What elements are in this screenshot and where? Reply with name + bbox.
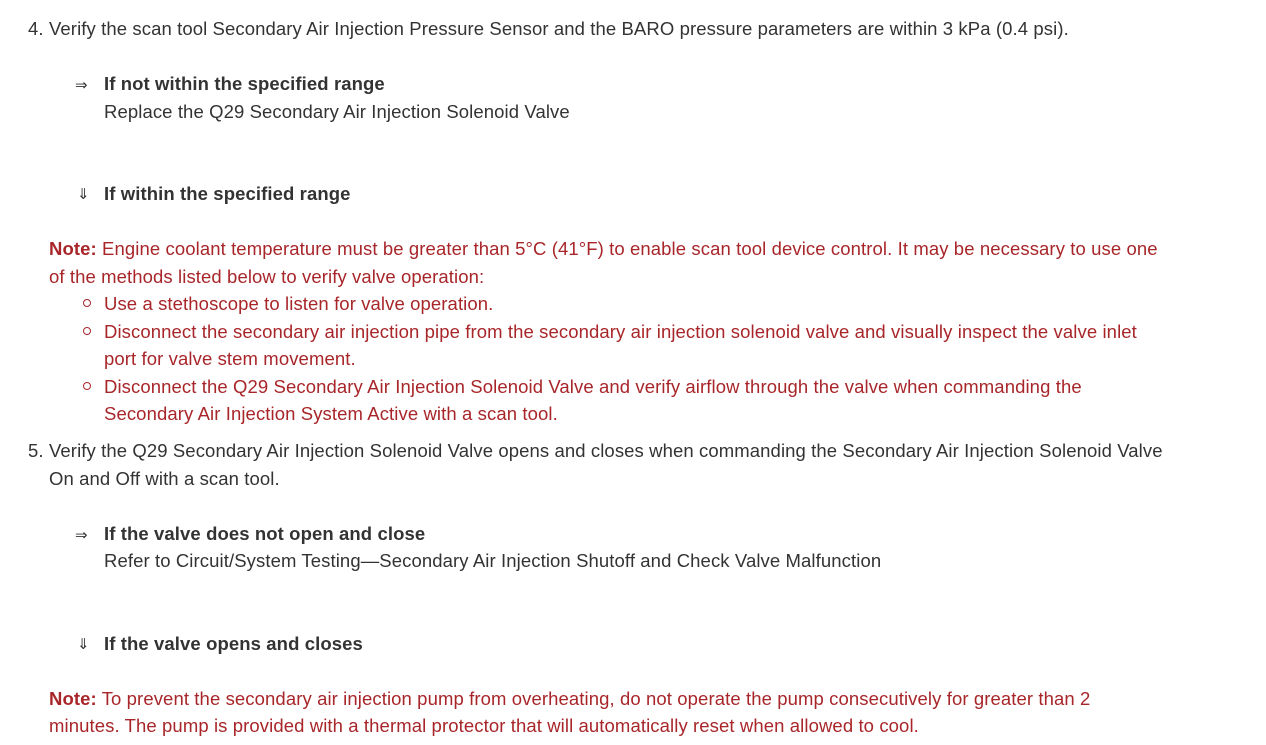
note-bullet-1: Use a stethoscope to listen for valve operation. [104,293,494,314]
step-5-note-line-1 [49,688,1090,710]
bullet-circle-icon [83,382,91,390]
step-5-text-line-1: Verify the Q29 Secondary Air Injection Solenoid Valve opens and closes when commanding the Secondary Air Injection Solenoid Valve [49,440,1163,461]
step-5-fail-action: Refer to Circuit/System Testing—Secondary Air Injection Shutoff and Check Valve Malfunction [104,550,882,571]
bullet-circle-icon [83,299,91,307]
down-double-arrow-icon: ⇓ [77,636,90,653]
step-4-text: Verify the scan tool Secondary Air Injection Pressure Sensor and the BARO pressure parameters are within 3 kPa (0.4 psi). [49,18,1069,39]
step-5-fail-condition: If the valve does not open and close [104,523,426,544]
step-4-fail-condition: If not within the specified range [104,73,385,94]
right-double-arrow-icon: ⇒ [75,77,88,94]
note-label: Note: [49,238,97,259]
bullet-circle-icon [83,327,91,335]
step-4-note-line-1 [49,238,1158,260]
note-text: Engine coolant temperature must be greater than 5°C (41°F) to enable scan tool device control. It may be necessary to use one [102,238,1158,259]
step-5-note-line-2: minutes. The pump is provided with a thermal protector that will automatically reset when allowed to cool. [49,715,919,736]
step-4-note-line-2: of the methods listed below to verify valve operation: [49,266,485,287]
step-5-number: 5. [28,440,44,461]
step-5-text-line-2: On and Off with a scan tool. [49,468,280,489]
note-bullet-2-line-2: port for valve stem movement. [104,348,356,369]
down-double-arrow-icon: ⇓ [77,186,90,203]
right-double-arrow-icon: ⇒ [75,527,88,544]
note-bullet-3-line-2: Secondary Air Injection System Active with a scan tool. [104,403,558,424]
note-text: To prevent the secondary air injection pump from overheating, do not operate the pump consecutively for greater than 2 [101,688,1091,709]
note-bullet-2-line-1: Disconnect the secondary air injection pipe from the secondary air injection solenoid valve and visually inspect the valve inlet [104,321,1137,342]
step-4-fail-action: Replace the Q29 Secondary Air Injection Solenoid Valve [104,101,570,122]
step-4-number: 4. [28,18,44,39]
note-label: Note: [49,688,97,709]
step-4-pass-condition: If within the specified range [104,183,351,204]
note-bullet-3-line-1: Disconnect the Q29 Secondary Air Injection Solenoid Valve and verify airflow through the valve when commanding the [104,376,1082,397]
step-5-pass-condition: If the valve opens and closes [104,633,363,654]
